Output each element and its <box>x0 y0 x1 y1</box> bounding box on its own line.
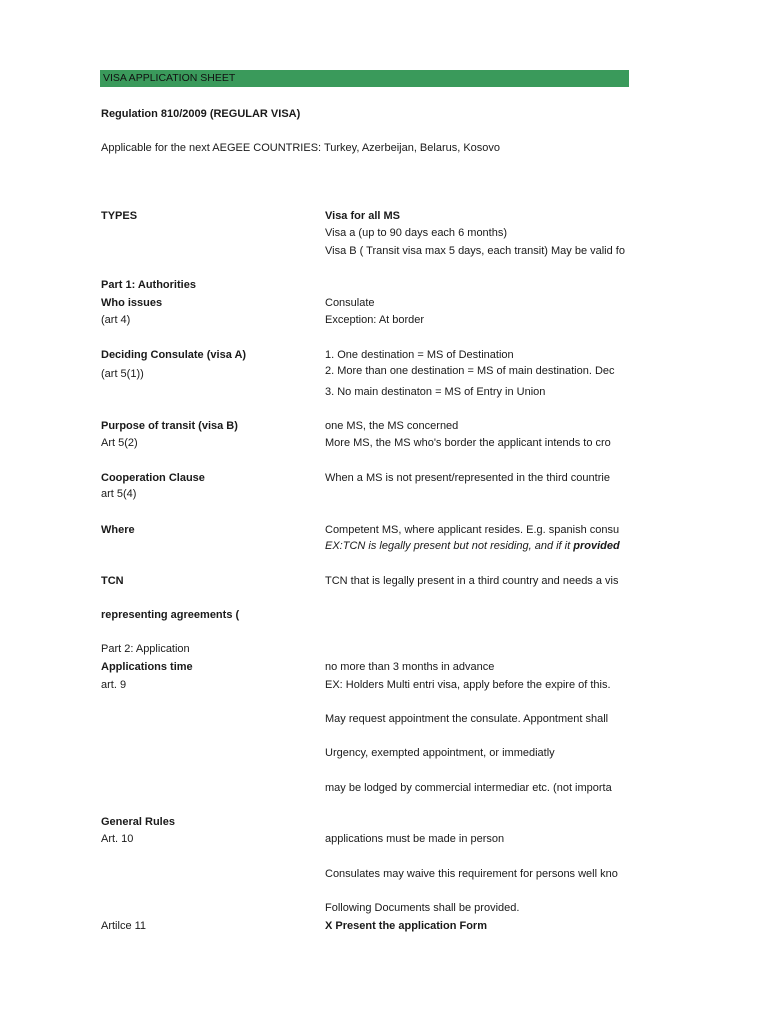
where-example <box>325 539 620 553</box>
tcn-label: TCN <box>101 575 124 587</box>
deciding-item-2: 2. More than one destination = MS of main destination. Dec <box>325 365 615 377</box>
art11-label: Artilce 11 <box>101 920 147 932</box>
part1-title: Part 1: Authorities <box>101 279 196 291</box>
regulation-heading: Regulation 810/2009 (REGULAR VISA) <box>101 108 301 120</box>
transit-purpose-label: Purpose of transit (visa B) <box>101 420 238 432</box>
transit-item-1: one MS, the MS concerned <box>325 420 459 432</box>
who-issues-label: Who issues <box>101 297 163 309</box>
banner-title: VISA APPLICATION SHEET <box>103 72 236 84</box>
applicable-countries: Applicable for the next AEGEE COUNTRIES: Turkey, Azerbeijan, Belarus, Kosovo <box>101 142 501 154</box>
deciding-art-label: (art 5(1)) <box>101 368 144 380</box>
application-example-text: EX: Holders Multi entri visa, apply before the expire of this. <box>325 679 611 691</box>
transit-item-2: More MS, the MS who's border the applicant intends to cro <box>325 437 611 449</box>
deciding-item-3: 3. No main destinaton = MS of Entry in Union <box>325 386 546 398</box>
part2-title: Part 2: Application <box>101 643 190 655</box>
title-banner <box>100 70 629 87</box>
intermediary-text: may be lodged by commercial intermediar etc. (not importa <box>325 782 612 794</box>
art9-label: art. 9 <box>101 679 127 691</box>
cooperation-clause-label: Cooperation Clause <box>101 472 205 484</box>
where-label: Where <box>101 524 135 536</box>
appointment-text: May request appointment the consulate. Appontment shall <box>325 713 609 725</box>
deciding-consulate-label: Deciding Consulate (visa A) <box>101 349 247 361</box>
application-form-text: X Present the application Form <box>325 920 487 932</box>
types-heading: Visa for all MS <box>325 210 400 222</box>
documents-text: Following Documents shall be provided. <box>325 902 520 914</box>
exception-text: Exception: At border <box>325 314 425 326</box>
cooperation-text: When a MS is not present/represented in the third countrie <box>325 472 610 484</box>
art10-label: Art. 10 <box>101 833 134 845</box>
representing-agreements-label: representing agreements ( <box>101 609 240 621</box>
tcn-text: TCN that is legally present in a third country and needs a vis <box>325 575 619 587</box>
applications-time-label: Applications time <box>101 661 193 673</box>
where-example-emphasis: provided <box>573 540 620 552</box>
waive-text: Consulates may waive this requirement for persons well kno <box>325 868 618 880</box>
where-text: Competent MS, where applicant resides. E.g. spanish consu <box>325 524 620 536</box>
where-example-text: EX:TCN is legally present but not residing, and if it <box>325 540 574 552</box>
visa-a-text: Visa a (up to 90 days each 6 months) <box>325 227 508 239</box>
in-person-text: applications must be made in person <box>325 833 505 845</box>
application-time-text: no more than 3 months in advance <box>325 661 495 673</box>
urgency-text: Urgency, exempted appointment, or immediatly <box>325 747 555 759</box>
art4-label: (art 4) <box>101 314 131 326</box>
visa-b-text: Visa B ( Transit visa max 5 days, each transit) May be valid fo <box>325 245 625 257</box>
cooperation-art-label: art 5(4) <box>101 488 137 500</box>
transit-art-label: Art 5(2) <box>101 437 138 449</box>
general-rules-title: General Rules <box>101 816 175 828</box>
types-label: TYPES <box>101 210 138 222</box>
consulate-text: Consulate <box>325 297 375 309</box>
deciding-item-1: 1. One destination = MS of Destination <box>325 349 514 361</box>
